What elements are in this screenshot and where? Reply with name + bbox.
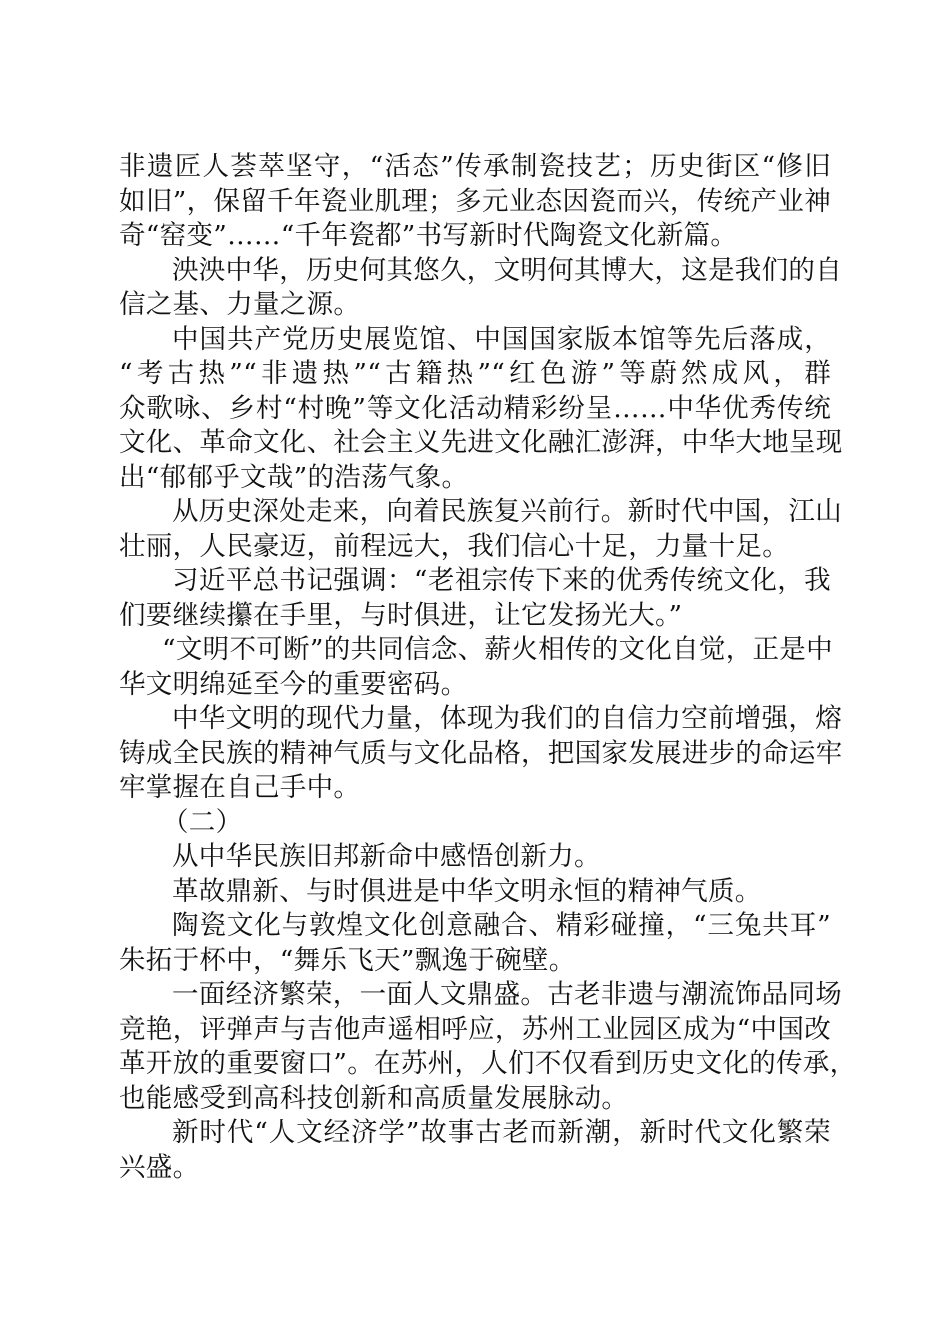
document-body (119, 150, 857, 1185)
paragraph (119, 633, 831, 702)
text-line: 信之基、力量之源。 (119, 289, 361, 320)
paragraph (119, 564, 831, 633)
paragraph (119, 978, 857, 1116)
section-heading (119, 806, 831, 841)
text-line: 华文明绵延至今的重要密码。 (119, 668, 468, 700)
text-line: 革故鼎新、与时俱进是中华文明永恒的精神气质。 (172, 875, 762, 907)
text-line: 革开放的重要窗口”。在苏州，人们不仅看到历史文化的传承， (119, 1048, 857, 1079)
text-line: 竞艳，评弹声与吉他声遥相呼应，苏州工业园区成为“中国改 (119, 1013, 831, 1045)
paragraph (119, 1116, 831, 1185)
paragraph (119, 495, 842, 564)
text-line: 新时代“人文经济学”故事古老而新潮，新时代文化繁荣 (172, 1117, 831, 1148)
text-line: 朱拓于杯中，“舞乐飞天”飘逸于碗壁。 (119, 944, 576, 976)
text-line: 众歌咏、乡村“村晚”等文化活动精彩纷呈……中华优秀传统 (119, 392, 831, 424)
text-line: 从中华民族旧邦新命中感悟创新力。 (172, 841, 601, 872)
text-line: 牢掌握在自己手中。 (119, 772, 361, 803)
text-line: “文明不可断”的共同信念、薪火相传的文化自觉，正是中 (162, 634, 833, 665)
text-line: “考古热”“非遗热”“古籍热”“红色游”等蔚然成风，群 (119, 358, 831, 389)
paragraph (119, 909, 831, 978)
text-line: 习近平总书记强调：“老祖宗传下来的优秀传统文化，我 (172, 565, 831, 596)
text-line: 也能感受到高科技创新和高质量发展脉动。 (119, 1082, 629, 1114)
text-line: 中国共产党历史展览馆、中国国家版本馆等先后落成， (172, 323, 831, 355)
paragraph (119, 323, 843, 496)
paragraph (119, 150, 831, 254)
paragraph (119, 840, 831, 875)
text-line: 从历史深处走来，向着民族复兴前行。新时代中国，江山 (172, 496, 842, 527)
text-line: 陶瓷文化与敦煌文化创意融合、精彩碰撞，“三兔共耳” (172, 910, 831, 941)
text-line: 文化、革命文化、社会主义先进文化融汇澎湃，中华大地呈现 (119, 427, 843, 458)
text-line: 壮丽，人民豪迈，前程远大，我们信心十足，力量十足。 (119, 530, 789, 562)
text-line: 铸成全民族的精神气质与文化品格，把国家发展进步的命运牢 (119, 737, 843, 769)
paragraph (119, 875, 831, 910)
text-line: 兴盛。 (119, 1151, 200, 1183)
text-line: 出“郁郁乎文哉”的浩荡气象。 (119, 461, 469, 493)
text-line: 奇“窑变”……“千年瓷都”书写新时代陶瓷文化新篇。 (119, 220, 738, 251)
text-line: 如旧”，保留千年瓷业肌理；多元业态因瓷而兴，传统产业神 (119, 185, 831, 217)
text-line: 泱泱中华，历史何其悠久，文明何其博大，这是我们的自 (172, 254, 842, 286)
text-line: 中华文明的现代力量，体现为我们的自信力空前增强，熔 (172, 703, 842, 734)
section-heading-text: （二） (162, 806, 243, 838)
paragraph (119, 702, 843, 806)
paragraph (119, 254, 842, 323)
text-line: 们要继续攥在手里，与时俱进，让它发扬光大。” (119, 599, 683, 631)
text-line: 一面经济繁荣，一面人文鼎盛。古老非遗与潮流饰品同场 (172, 979, 842, 1010)
text-line: 非遗匠人荟萃坚守，“活态”传承制瓷技艺；历史街区“修旧 (119, 151, 831, 182)
